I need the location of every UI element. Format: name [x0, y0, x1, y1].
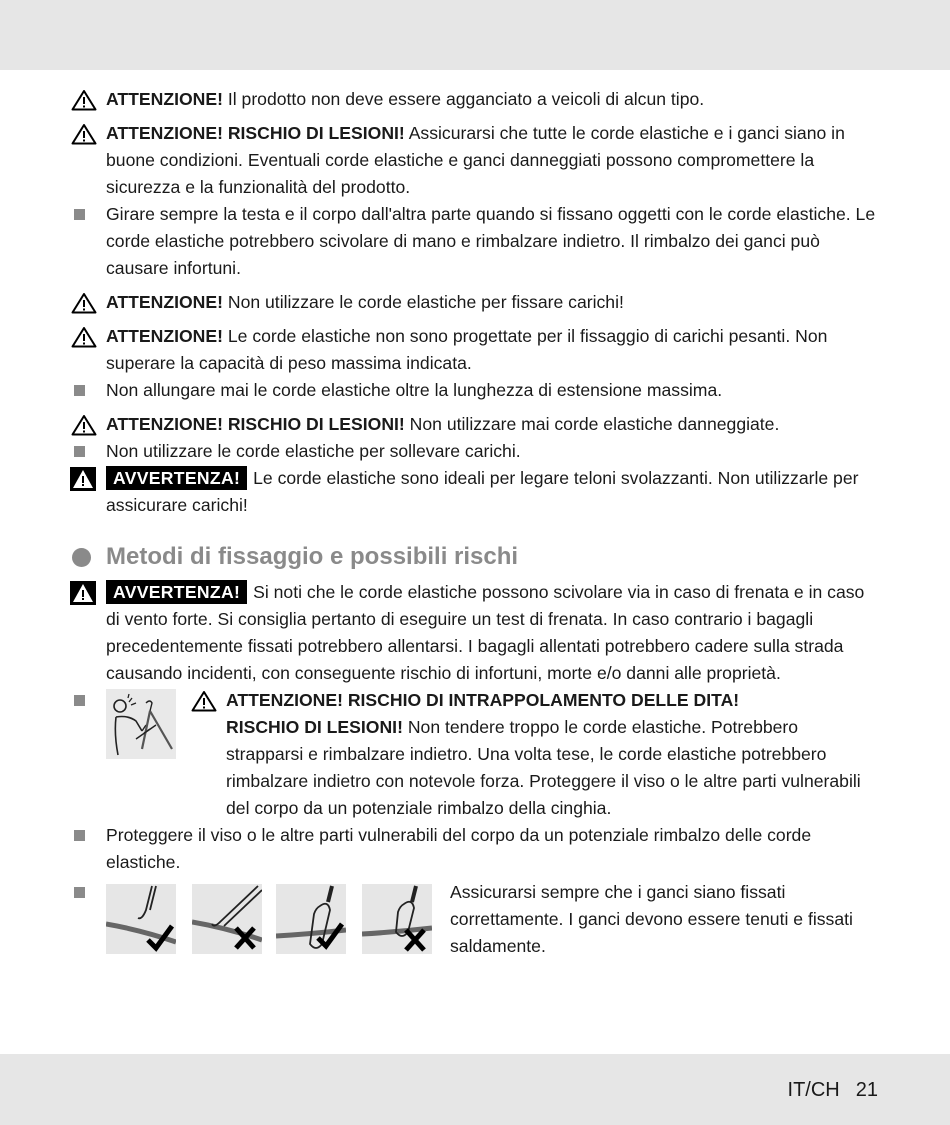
section-title: Metodi di fissaggio e possibili rischi — [106, 543, 519, 570]
danger-text: Si noti che le corde elastiche possono scivolare via in caso di frenata e in caso di vento forte. Si consiglia pertanto di eseguire un test di frenata. In caso contrario i bagagli precedentemente fissati potrebbero allentarsi. I bagagli allentati potrebbero cadere sulla strada causando incidenti, con conseguente rischio di infortuni, morte e/o danni alle proprietà. — [106, 582, 865, 683]
danger-item — [70, 465, 880, 519]
hook-correct-illustration — [106, 884, 176, 954]
avvertenza-badge: AVVERTENZA! — [106, 580, 247, 604]
carabiner-correct-illustration — [276, 884, 346, 954]
section-heading — [70, 541, 880, 573]
warning-text: Non utilizzare mai corde elastiche danneggiate. — [404, 414, 780, 434]
finger-trap-illustration — [106, 689, 176, 759]
bullet-square-icon — [74, 446, 85, 457]
warning-text: Le corde elastiche non sono progettate per il fissaggio di carichi pesanti. Non superare la capacità di peso massima indicata. — [106, 326, 828, 373]
bullet-item — [70, 201, 880, 282]
warning-label: ATTENZIONE! — [106, 326, 223, 346]
bullet-square-icon — [74, 209, 85, 220]
bullet-square-icon — [74, 385, 85, 396]
warning-label: ATTENZIONE! — [106, 89, 223, 109]
bullet-item — [70, 377, 880, 404]
finger-warning-text — [190, 687, 880, 822]
warning-text: Assicurarsi che tutte le corde elastiche e i ganci siano in buone condizioni. Eventuali corde elastiche e ganci danneggiati possono compromettere la sicurezza e la funzionalità del prodotto. — [106, 123, 845, 197]
warning-label: ATTENZIONE! — [106, 292, 223, 312]
warning-triangle-icon — [71, 292, 97, 314]
danger-item — [70, 579, 880, 687]
finger-warning-body: Non tendere troppo le corde elastiche. Potrebbero strapparsi e rimbalzare indietro. Una volta tese, le corde elastiche potrebbero rimbalzare indietro con notevole forza. Proteggere il viso o le altre parti vulnerabili del corpo da un potenziale rimbalzo della cinghia. — [226, 717, 861, 818]
page-number: 21 — [855, 1079, 878, 1101]
footer-lang: IT/CH — [787, 1079, 840, 1101]
bullet-text: Proteggere il viso o le altre parti vulnerabili del corpo da un potenziale rimbalzo delle corde elastiche. — [106, 825, 812, 872]
carabiner-wrong-illustration — [362, 884, 432, 954]
warning-item — [70, 86, 880, 113]
warning-item — [70, 120, 880, 201]
page-content — [70, 86, 880, 959]
hook-text: Assicurarsi sempre che i ganci siano fissati correttamente. I ganci devono essere tenuti e fissati saldamente. — [450, 882, 853, 956]
bullet-item — [70, 822, 880, 876]
bullet-square-icon — [74, 887, 85, 898]
warning-label: ATTENZIONE! RISCHIO DI LESIONI! — [106, 414, 405, 434]
finger-warning-row — [70, 687, 880, 822]
warning-item — [70, 411, 880, 438]
danger-triangle-icon — [70, 581, 96, 605]
warning-label: ATTENZIONE! RISCHIO DI LESIONI! — [106, 123, 405, 143]
page-footer — [788, 1076, 878, 1104]
bullet-text: Girare sempre la testa e il corpo dall'altra parte quando si fissano oggetti con le corde elastiche. Le corde elastiche potrebbero scivolare di mano e rimbalzare indietro. Il rimbalzo dei ganci può causare infortuni. — [106, 204, 876, 278]
warning-triangle-icon — [71, 123, 97, 145]
injury-label: RISCHIO DI LESIONI! — [226, 717, 403, 737]
finger-warning-label: ATTENZIONE! RISCHIO DI INTRAPPOLAMENTO DELLE DITA! — [226, 690, 740, 710]
warning-triangle-icon — [71, 326, 97, 348]
warning-triangle-icon — [191, 690, 217, 712]
warning-text: Non utilizzare le corde elastiche per fissare carichi! — [222, 292, 624, 312]
bullet-square-icon — [74, 830, 85, 841]
warning-triangle-icon — [71, 414, 97, 436]
bullet-item — [70, 438, 880, 465]
warning-item — [70, 323, 880, 377]
section-dot-icon — [72, 548, 91, 567]
danger-triangle-icon — [70, 467, 96, 491]
bullet-text: Non allungare mai le corde elastiche oltre la lunghezza di estensione massima. — [106, 380, 723, 400]
bullet-text: Non utilizzare le corde elastiche per sollevare carichi. — [106, 441, 521, 461]
top-band — [0, 0, 950, 70]
warning-triangle-icon — [71, 89, 97, 111]
warning-text: Il prodotto non deve essere agganciato a veicoli di alcun tipo. — [222, 89, 705, 109]
hook-row — [70, 879, 880, 959]
avvertenza-badge: AVVERTENZA! — [106, 466, 247, 490]
danger-text: Le corde elastiche sono ideali per legare teloni svolazzanti. Non utilizzarle per assicurare carichi! — [106, 468, 859, 515]
hook-wrong-illustration — [192, 884, 262, 954]
bullet-square-icon — [74, 695, 85, 706]
warning-item — [70, 289, 880, 316]
